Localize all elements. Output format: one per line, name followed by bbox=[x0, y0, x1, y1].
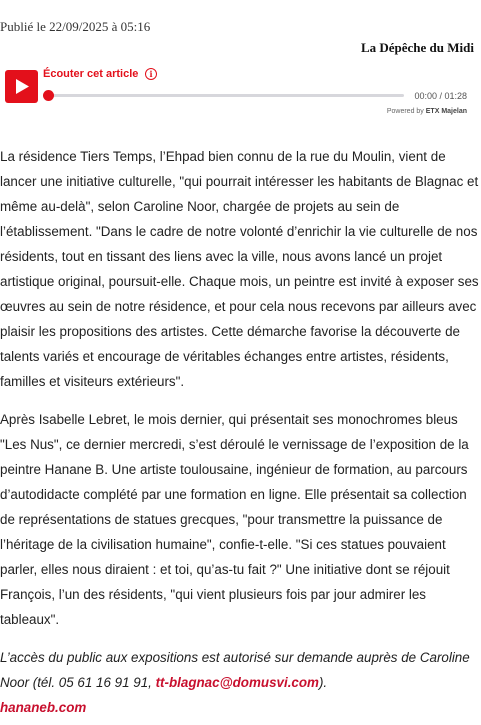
article-body bbox=[0, 144, 479, 720]
audio-progress-track[interactable] bbox=[49, 94, 404, 97]
info-circle-icon[interactable]: i bbox=[145, 68, 157, 80]
note-text: L’accès du public aux expositions est autorisé sur demande auprès de Caroline Noor (tél. 05 61 16 91 91, bbox=[0, 650, 470, 690]
article-paragraph-2: Après Isabelle Lebret, le mois dernier, qui présentait ses monochromes bleus "Les Nus", ce dernier mercredi, s’est déroulé le vernissage de l’exposition de la peintre Hanane B. Une artiste toulousaine, ingénieur de formation, au parcours d’autodidacte complété par une formation en ligne. Elle présentait sa collection de représentations de statues grecques, "pour transmettre la puissance de l’héritage de la civilisation humaine", confie-t-elle. "Si ces statues pouvaient parler, elles nous diraient : et toi, qu’as-tu fait ?" Une initiative dont se réjouit François, l’un des résidents, "qui vient plusieurs fois par jour admirer les tableaux". bbox=[0, 412, 469, 627]
audio-progress-handle[interactable] bbox=[43, 90, 54, 101]
article-note bbox=[0, 645, 479, 695]
listen-article-label: Écouter cet article bbox=[43, 68, 139, 80]
play-button[interactable] bbox=[5, 70, 38, 103]
powered-prefix: Powered by bbox=[386, 108, 424, 115]
article-paragraph-1: La résidence Tiers Temps, l’Ehpad bien connu de la rue du Moulin, vient de lancer une initiative culturelle, "qui pourrait intéresser les habitants de Blagnac et même au-delà", selon Caroline Noor, chargée de projets au sein de l’établissement. "Dans le cadre de notre volonté d’enrichir la vie culturelle de nos résidents, tout en tissant des liens avec la ville, nous avons lancé un projet artistique original, poursuit-elle. Chaque mois, un peintre est invité à exposer ses œuvres au sein de notre résidence, et pour cela nous recevons par ailleurs avec plaisir les propositions des artistes. Cette démarche favorise la découverte de talents variés et encourage de véritables échanges entre artistes, résidents, familles et visiteurs extérieurs". bbox=[0, 149, 479, 389]
powered-brand: ETX Majelan bbox=[425, 108, 467, 115]
audio-time: 00:00 / 01:28 bbox=[414, 91, 467, 101]
email-link[interactable]: tt-blagnac@domusvi.com bbox=[155, 675, 319, 690]
note-suffix: ). bbox=[318, 675, 328, 690]
website-link[interactable]: hananeb.com bbox=[0, 700, 87, 715]
audio-player bbox=[4, 66, 474, 120]
source-name: La Dépêche du Midi bbox=[360, 40, 474, 55]
powered-by bbox=[387, 108, 467, 115]
play-icon bbox=[16, 79, 29, 94]
published-date: Publié le 22/09/2025 à 05:16 bbox=[0, 19, 151, 34]
